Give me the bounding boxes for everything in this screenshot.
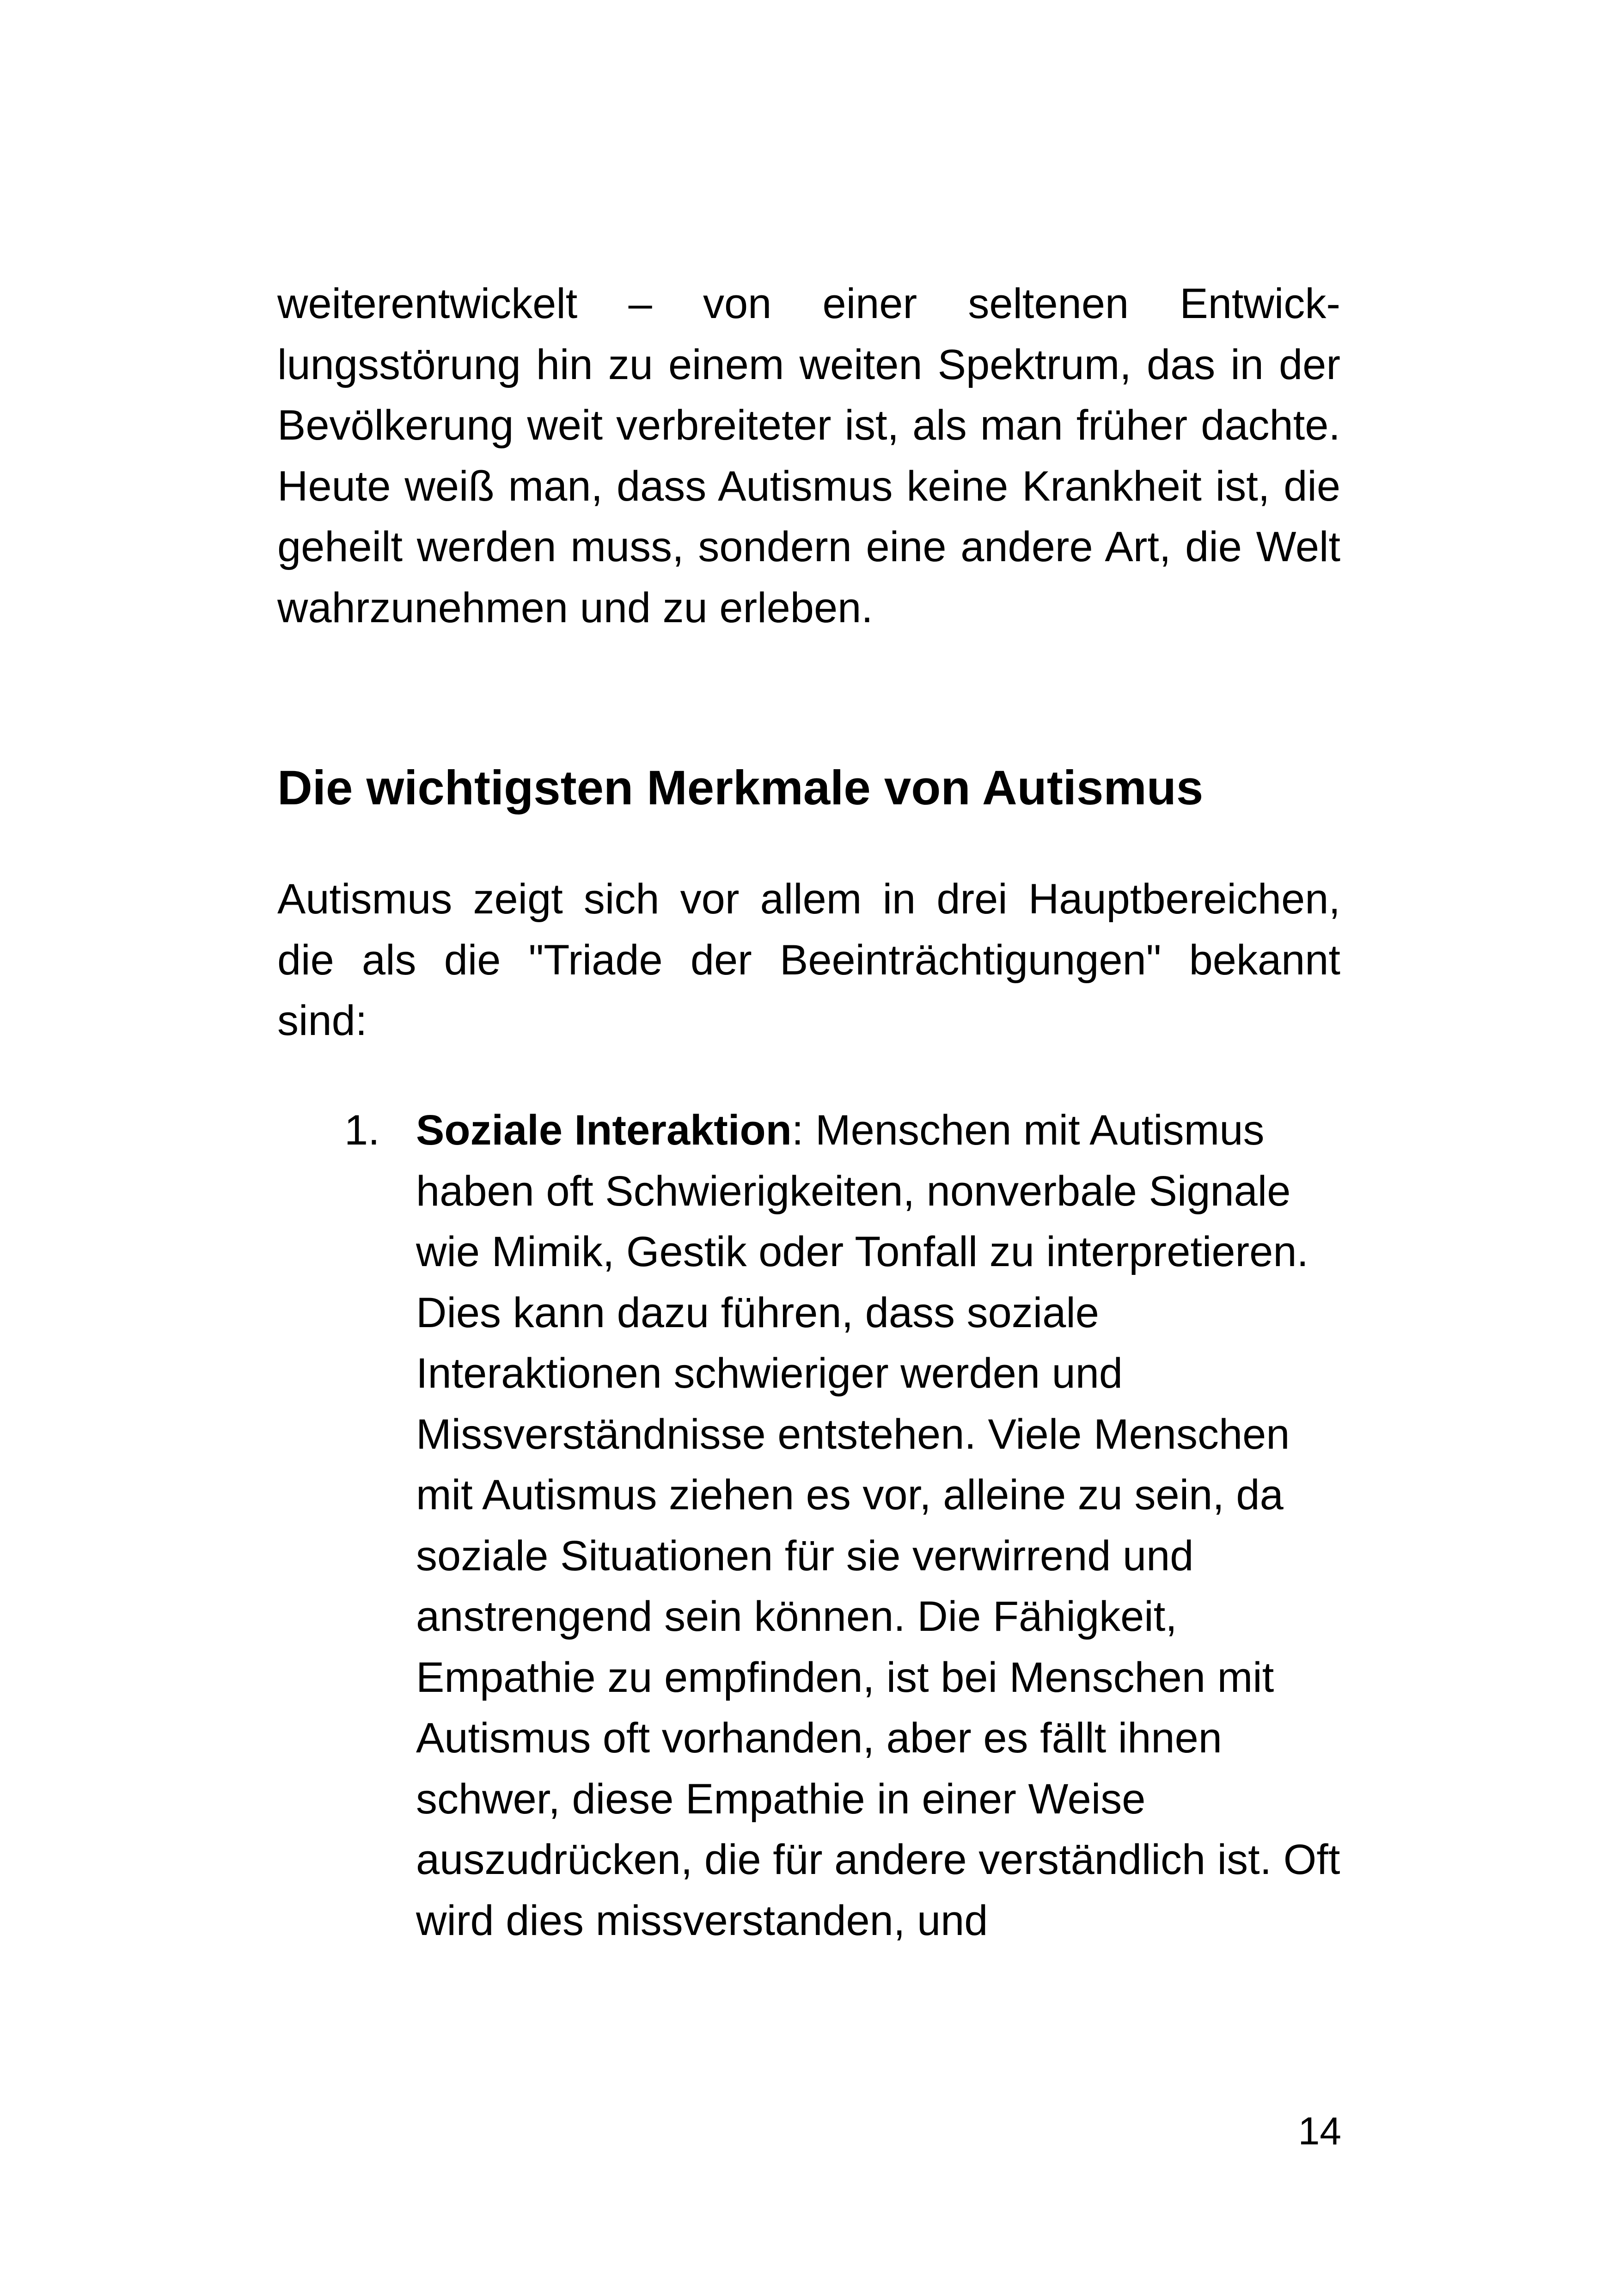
numbered-list: [277, 1100, 1340, 1951]
lead-paragraph: Autismus zeigt sich vor allem in drei Hauptbereichen, die als die "Triade der Beeinträchtigungen" bekannt sind:: [277, 876, 1340, 1044]
list-item-term: Soziale Interaktion: [416, 1107, 792, 1154]
section-heading: Die wichtigsten Merkmale von Autismus: [277, 761, 1204, 815]
page-number: 14: [1298, 2109, 1341, 2153]
intro-paragraph: weiterentwickelt – von einer seltenen Entwicklungsstörung hin zu einem weiten Spektrum, das in der Bevölkerung weit verbreiteter ist, als man früher dachte. Heute weiß man, dass Autismus keine Krankheit ist, die geheilt werden muss, sondern eine andere Art, die Welt wahrzunehmen und zu erleben.: [277, 280, 1340, 631]
list-item-text: Menschen mit Autismus haben oft Schwierigkeiten, nonverbale Signale wie Mimik, Gestik oder Tonfall zu interpretieren. Dies kann dazu führen, dass soziale Interaktionen schwieriger werden und Missverständnisse entstehen. Viele Menschen mit Autismus ziehen es vor, alleine zu sein, da soziale Situationen für sie verwirrend und anstrengend sein können. Die Fähigkeit, Empathie zu empfinden, ist bei Menschen mit Autismus oft vorhanden, aber es fällt ihnen schwer, diese Empathie in einer Weise auszudrücken, die für andere verständlich ist. Oft wird dies missverstanden, und: [416, 1107, 1340, 1944]
list-item: [277, 1100, 1340, 1951]
list-item-separator: :: [791, 1107, 804, 1154]
list-item-content: [416, 1107, 1340, 1944]
list-item-number: 1.: [344, 1107, 380, 1154]
